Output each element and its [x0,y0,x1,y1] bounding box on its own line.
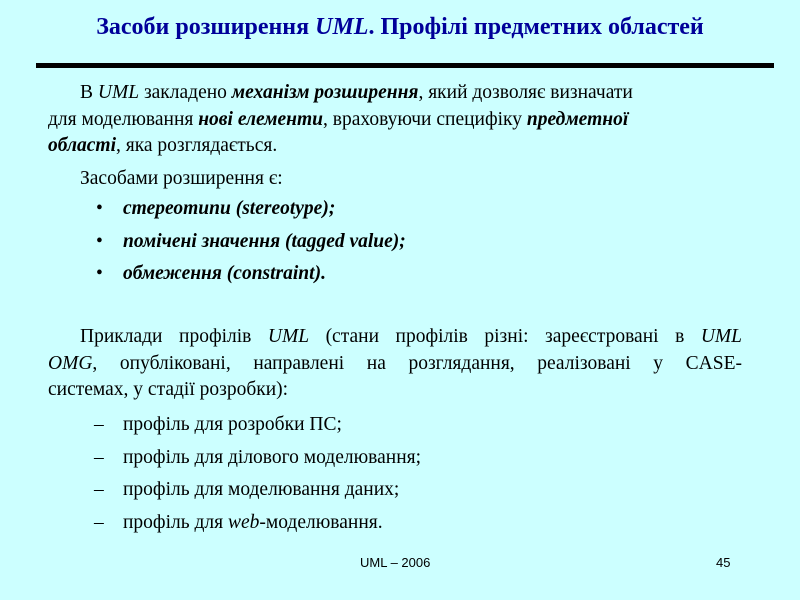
means-item-text: обмеження (constraint). [123,263,326,284]
profiles-uml: UML [700,326,742,347]
profiles-paragraph [48,324,742,404]
profile-item-text: профіль для моделювання даних; [123,479,400,500]
profiles-omg: OMG [48,352,93,374]
slide-title [0,14,800,41]
profile-item-web: web [227,512,260,533]
profile-item-text: профіль для ділового моделювання; [123,447,422,468]
profiles-line [48,324,742,351]
list-item [96,261,326,287]
intro-paragraph [48,80,728,160]
list-item [96,510,383,536]
intro-text: В [80,82,98,103]
means-label: Засобами розширення є: [80,168,283,189]
profiles-line [48,351,742,378]
page-number: 45 [716,555,731,570]
title-suffix: . Профілі предметних областей [368,14,704,40]
term-subject-area: області [48,135,116,156]
dash-icon: – [94,512,104,533]
intro-text: для моделювання [48,108,199,130]
dash-icon: – [94,447,104,468]
term-subject-area: предметної [526,108,629,130]
list-item [96,229,406,255]
profile-item-text [123,512,383,533]
profile-item-text: профіль для розробки ПС; [123,414,342,435]
term-new-elements: нові елементи [198,108,324,130]
list-item [96,477,399,503]
list-item [96,196,335,222]
profile-item-part: -моделювання. [259,512,383,533]
intro-text: , яка розглядається. [116,135,278,156]
title-uml: UML [315,14,369,40]
term-extension-mechanism: механізм розширення [231,82,419,103]
profiles-text: Приклади профілів [80,326,268,347]
profiles-text: системах, у стадії розробки): [48,379,289,400]
intro-text: , враховуючи специфіку [323,108,527,130]
footer-title: UML – 2006 [360,555,431,570]
list-item [96,445,421,471]
title-divider [36,63,774,68]
profiles-text: (стани профілів різні: зареєстровані в [309,326,701,347]
means-item-text: помічені значення (tagged value); [123,231,406,252]
bullet-icon: • [96,231,103,252]
bullet-icon: • [96,263,103,284]
list-item [96,412,342,438]
means-item-text: стереотипи (stereotype); [123,198,336,219]
profiles-text: , опубліковані, направлені на розглядання, реалізовані у CASE- [92,352,742,374]
title-prefix: Засоби розширення [96,14,316,40]
intro-uml: UML [97,82,140,103]
intro-text: , який дозволяє визначати [418,82,633,103]
profiles-line [48,377,742,404]
dash-icon: – [94,414,104,435]
bullet-icon: • [96,198,103,219]
intro-text: закладено [139,82,232,103]
dash-icon: – [94,479,104,500]
profile-item-part: профіль для [123,512,228,533]
profiles-uml: UML [267,326,310,347]
